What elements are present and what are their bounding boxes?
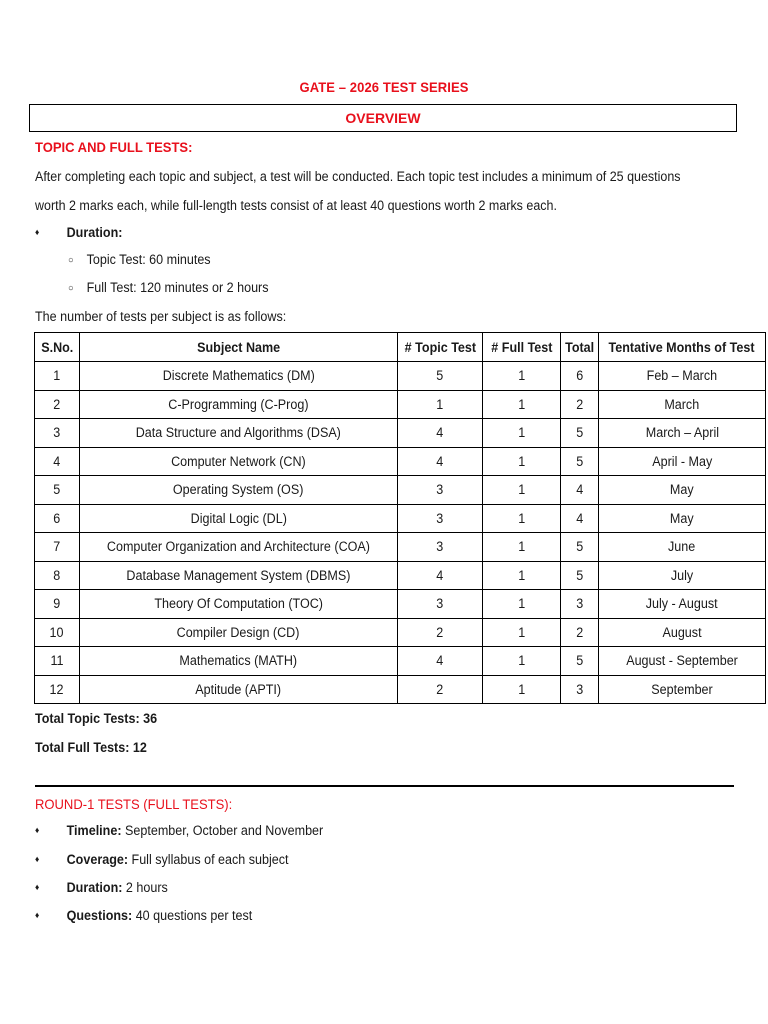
duration-sub-bullet: ○ Topic Test: 60 minutes	[68, 252, 211, 267]
cell-subject: Aptitude (APTI)	[80, 675, 398, 704]
cell-total: 4	[561, 504, 599, 533]
table-row	[35, 561, 766, 590]
round1-timeline: ♦ Timeline: September, October and November	[35, 823, 324, 838]
duration-sub-bullet: ○ Full Test: 120 minutes or 2 hours	[68, 280, 269, 295]
table-row	[35, 590, 766, 619]
cell-subject: C-Programming (C-Prog)	[80, 390, 398, 419]
cell-total: 2	[561, 390, 599, 419]
cell-full-tests: 1	[483, 504, 561, 533]
cell-topic-tests: 4	[398, 647, 483, 676]
cell-months: May	[599, 476, 766, 505]
topic-intro-paragraph	[35, 162, 733, 220]
cell-total: 5	[561, 561, 599, 590]
cell-sno: 11	[35, 647, 80, 676]
table-header-row	[35, 333, 766, 362]
cell-topic-tests: 4	[398, 419, 483, 448]
cell-subject: Discrete Mathematics (DM)	[80, 362, 398, 391]
table-row	[35, 504, 766, 533]
cell-full-tests: 1	[483, 362, 561, 391]
table-row	[35, 390, 766, 419]
cell-sno: 8	[35, 561, 80, 590]
cell-topic-tests: 3	[398, 533, 483, 562]
topic-section-heading: TOPIC AND FULL TESTS:	[35, 139, 193, 155]
cell-sno: 2	[35, 390, 80, 419]
cell-total: 4	[561, 476, 599, 505]
cell-sno: 1	[35, 362, 80, 391]
cell-subject: Computer Network (CN)	[80, 447, 398, 476]
cell-sno: 7	[35, 533, 80, 562]
header-total: Total	[561, 333, 599, 362]
cell-total: 2	[561, 618, 599, 647]
duration-bullet: ♦ Duration:	[35, 225, 123, 240]
cell-months: May	[599, 504, 766, 533]
cell-months: August	[599, 618, 766, 647]
table-row	[35, 675, 766, 704]
cell-full-tests: 1	[483, 419, 561, 448]
cell-full-tests: 1	[483, 590, 561, 619]
round1-heading: ROUND-1 TESTS (FULL TESTS):	[35, 796, 233, 812]
header-sno: S.No.	[35, 333, 80, 362]
cell-topic-tests: 2	[398, 675, 483, 704]
cell-full-tests: 1	[483, 647, 561, 676]
table-row	[35, 447, 766, 476]
cell-topic-tests: 1	[398, 390, 483, 419]
intro-line-1: After completing each topic and subject, a test will be conducted. Each topic test includes a minimum of 25 questions	[35, 169, 681, 184]
cell-total: 3	[561, 675, 599, 704]
bullet-icon: ♦	[35, 227, 40, 237]
cell-full-tests: 1	[483, 561, 561, 590]
table-intro-text: The number of tests per subject is as follows:	[35, 309, 287, 324]
table-row	[35, 533, 766, 562]
cell-full-tests: 1	[483, 447, 561, 476]
cell-subject: Database Management System (DBMS)	[80, 561, 398, 590]
cell-sno: 6	[35, 504, 80, 533]
cell-full-tests: 1	[483, 390, 561, 419]
table-row	[35, 362, 766, 391]
cell-months: Feb – March	[599, 362, 766, 391]
overview-banner: OVERVIEW	[29, 104, 737, 132]
cell-months: August - September	[599, 647, 766, 676]
table-row	[35, 618, 766, 647]
cell-months: June	[599, 533, 766, 562]
bullet-icon: ♦	[35, 910, 40, 920]
total-full-tests: Total Full Tests: 12	[35, 740, 147, 755]
cell-total: 5	[561, 419, 599, 448]
round1-coverage: ♦ Coverage: Full syllabus of each subject	[35, 852, 289, 867]
cell-subject: Mathematics (MATH)	[80, 647, 398, 676]
cell-sno: 10	[35, 618, 80, 647]
header-full-test: # Full Test	[483, 333, 561, 362]
section-divider	[35, 785, 734, 787]
cell-months: March – April	[599, 419, 766, 448]
cell-full-tests: 1	[483, 618, 561, 647]
circle-bullet-icon: ○	[68, 283, 74, 294]
cell-topic-tests: 3	[398, 476, 483, 505]
cell-sno: 4	[35, 447, 80, 476]
cell-topic-tests: 3	[398, 504, 483, 533]
cell-total: 6	[561, 362, 599, 391]
table-row	[35, 419, 766, 448]
cell-total: 5	[561, 647, 599, 676]
total-topic-tests: Total Topic Tests: 36	[35, 711, 158, 726]
cell-subject: Operating System (OS)	[80, 476, 398, 505]
cell-full-tests: 1	[483, 675, 561, 704]
table-row	[35, 476, 766, 505]
header-months: Tentative Months of Test	[599, 333, 766, 362]
tests-per-subject-table	[34, 332, 766, 704]
cell-months: September	[599, 675, 766, 704]
cell-subject: Compiler Design (CD)	[80, 618, 398, 647]
cell-subject: Data Structure and Algorithms (DSA)	[80, 419, 398, 448]
header-subject: Subject Name	[80, 333, 398, 362]
bullet-icon: ♦	[35, 825, 40, 835]
cell-sno: 3	[35, 419, 80, 448]
table-body	[35, 362, 766, 704]
cell-topic-tests: 5	[398, 362, 483, 391]
cell-topic-tests: 2	[398, 618, 483, 647]
header-topic-test: # Topic Test	[398, 333, 483, 362]
cell-months: March	[599, 390, 766, 419]
cell-topic-tests: 4	[398, 561, 483, 590]
circle-bullet-icon: ○	[68, 255, 74, 266]
cell-subject: Theory Of Computation (TOC)	[80, 590, 398, 619]
document-title: GATE – 2026 TEST SERIES	[299, 79, 469, 95]
cell-full-tests: 1	[483, 533, 561, 562]
cell-sno: 9	[35, 590, 80, 619]
cell-months: July	[599, 561, 766, 590]
cell-months: April - May	[599, 447, 766, 476]
round1-duration: ♦ Duration: 2 hours	[35, 880, 168, 895]
cell-sno: 12	[35, 675, 80, 704]
cell-subject: Digital Logic (DL)	[80, 504, 398, 533]
bullet-icon: ♦	[35, 854, 40, 864]
round1-questions: ♦ Questions: 40 questions per test	[35, 908, 253, 923]
cell-topic-tests: 4	[398, 447, 483, 476]
cell-months: July - August	[599, 590, 766, 619]
cell-subject: Computer Organization and Architecture (COA)	[80, 533, 398, 562]
cell-full-tests: 1	[483, 476, 561, 505]
bullet-icon: ♦	[35, 882, 40, 892]
intro-line-2: worth 2 marks each, while full-length tests consist of at least 40 questions worth 2 marks each.	[35, 198, 557, 213]
table-row	[35, 647, 766, 676]
cell-total: 3	[561, 590, 599, 619]
cell-total: 5	[561, 533, 599, 562]
cell-total: 5	[561, 447, 599, 476]
cell-topic-tests: 3	[398, 590, 483, 619]
cell-sno: 5	[35, 476, 80, 505]
